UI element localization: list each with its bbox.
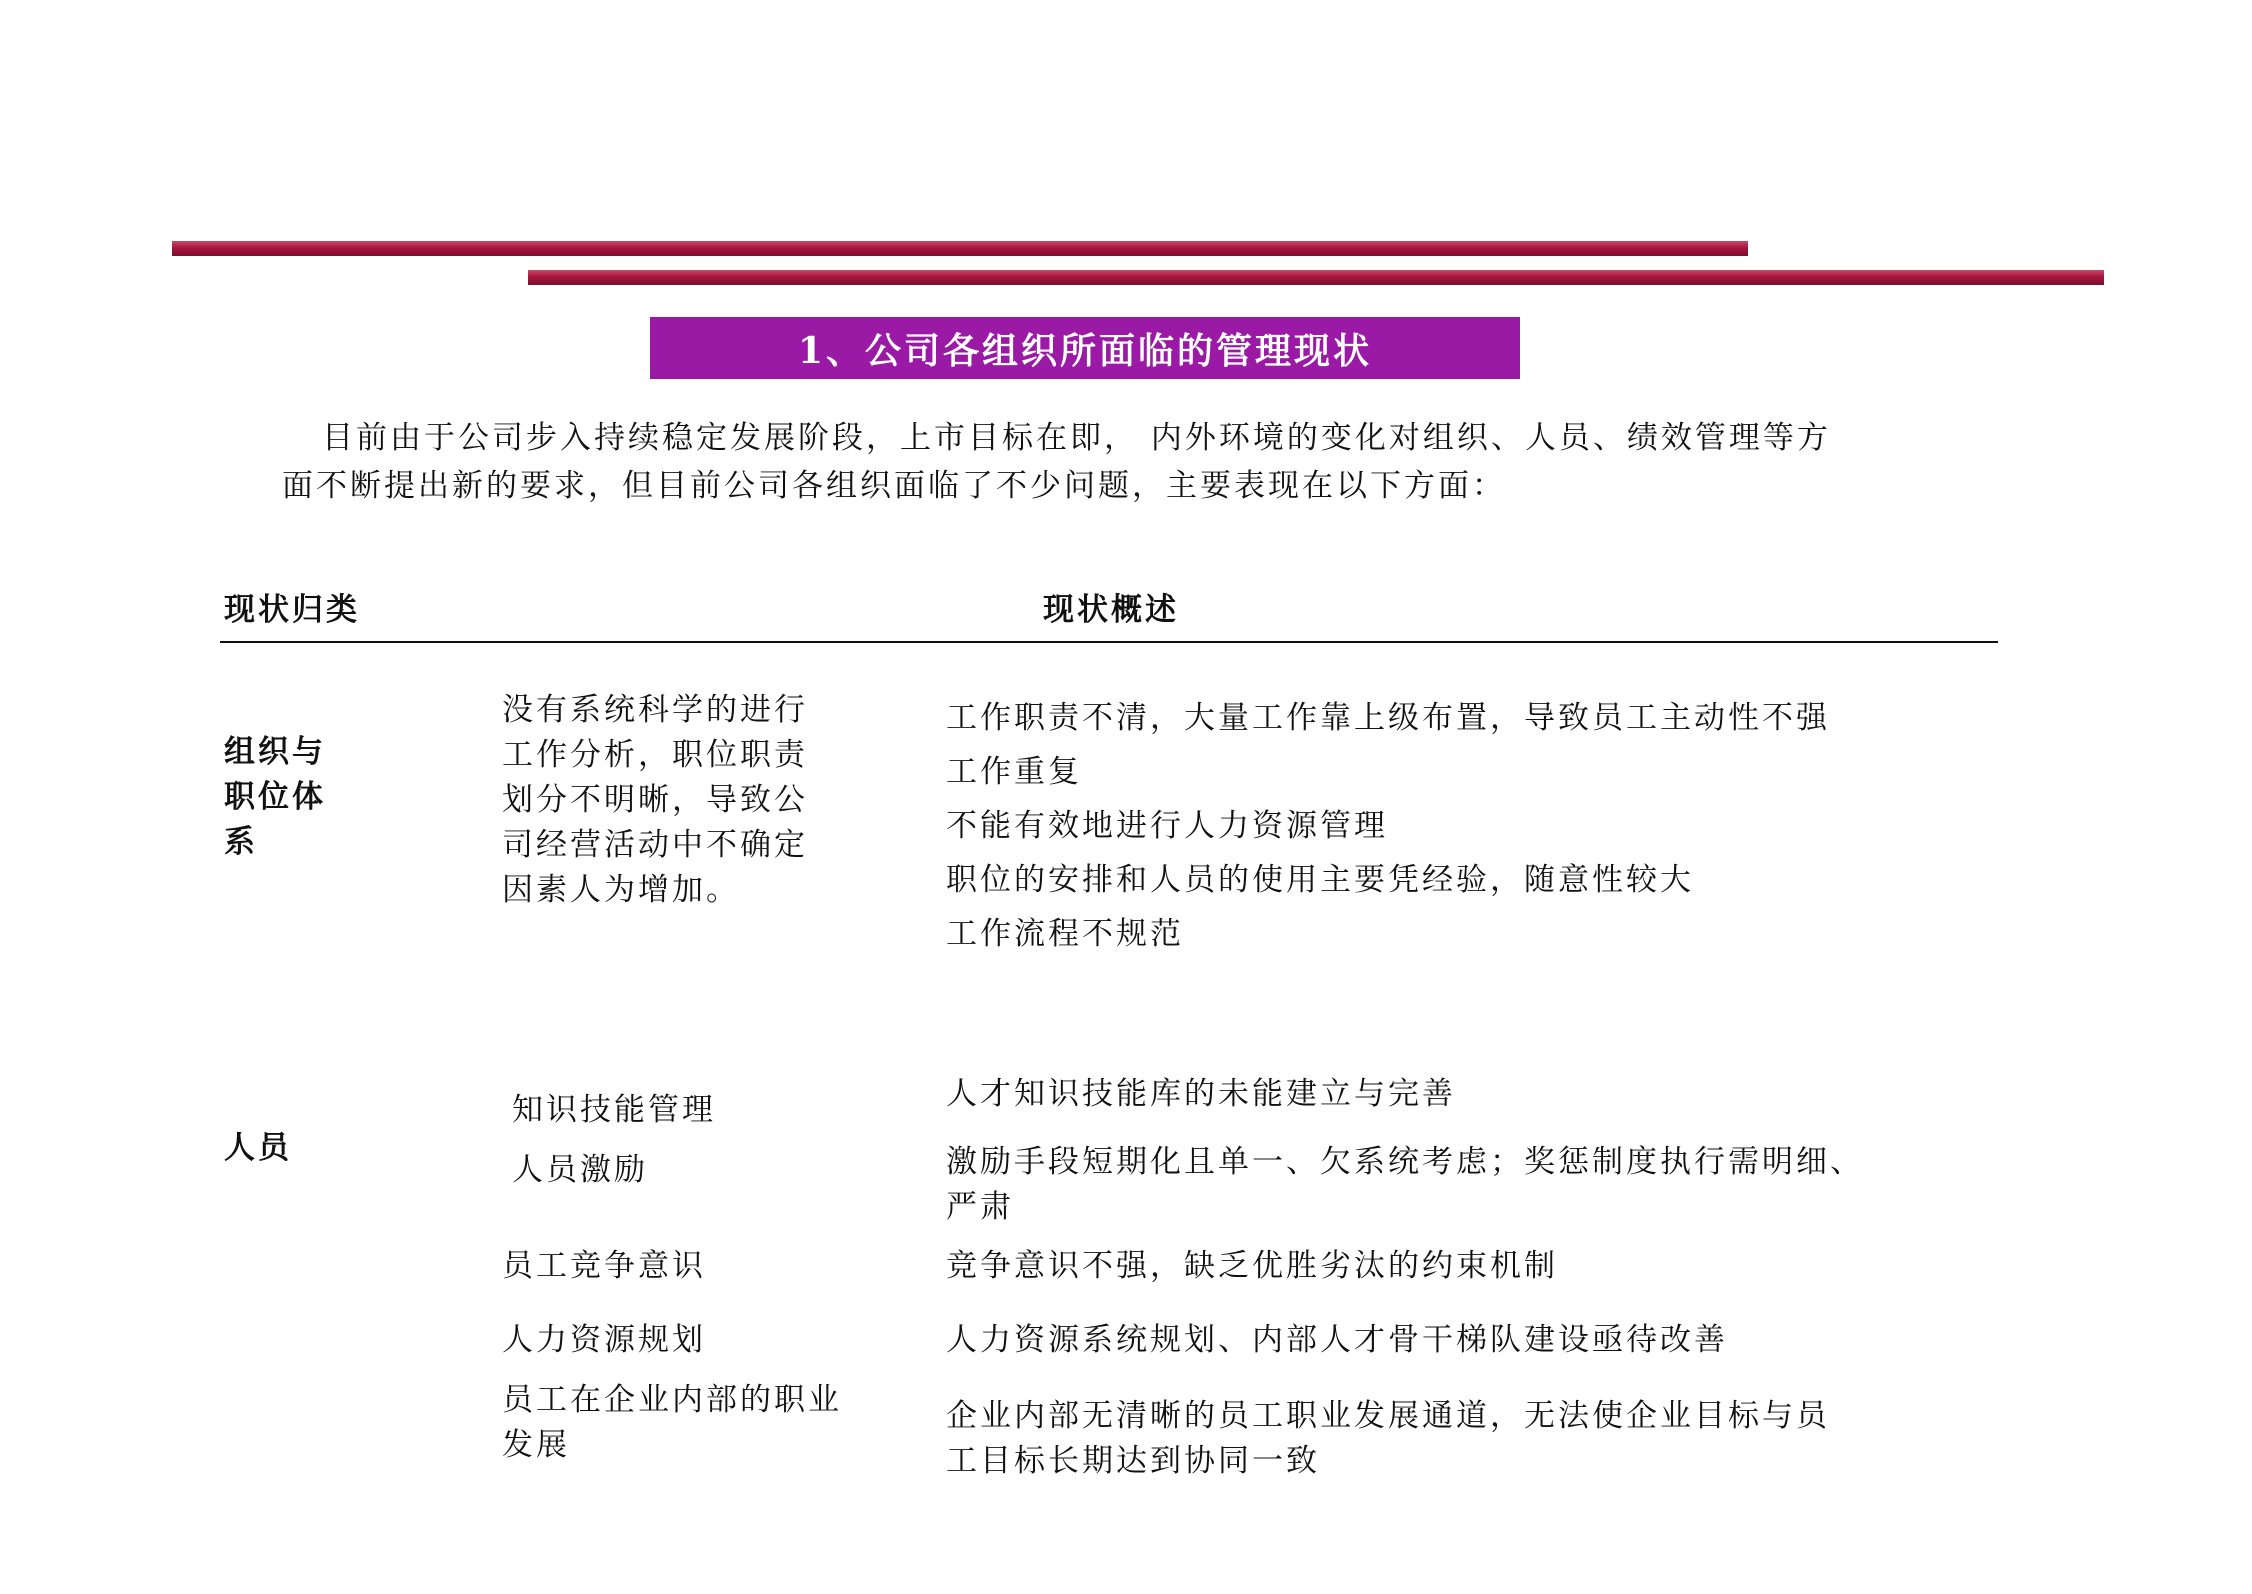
org-summary xyxy=(502,688,808,913)
category-org-position xyxy=(224,730,326,865)
decorative-bar-bottom xyxy=(528,270,2104,285)
topic-line: 人力资源规划 xyxy=(502,1322,706,1358)
org-detail-3: 不能有效地进行人力资源管理 xyxy=(946,808,1388,844)
desc-line: 竞争意识不强，缺乏优胜劣汰的约束机制 xyxy=(946,1248,1558,1284)
people-topic-hr-planning xyxy=(502,1318,706,1363)
intro-line-2: 面不断提出新的要求，但目前公司各组织面临了不少问题，主要表现在以下方面： xyxy=(282,468,1506,504)
topic-line: 发展 xyxy=(502,1427,570,1463)
desc-line: 激励手段短期化且单一、欠系统考虑；奖惩制度执行需明细、 xyxy=(946,1144,1864,1180)
header-description: 现状概述 xyxy=(1043,592,1179,628)
category-line: 组织与 xyxy=(224,734,326,770)
topic-line: 员工在企业内部的职业 xyxy=(502,1382,842,1418)
people-desc-career xyxy=(946,1394,1830,1484)
summary-line: 划分不明晰，导致公 xyxy=(502,782,808,818)
decorative-bar-top xyxy=(172,241,1748,256)
topic-line: 员工竞争意识 xyxy=(502,1248,706,1284)
section-title xyxy=(650,317,1520,379)
topic-line: 知识技能管理 xyxy=(512,1092,716,1128)
summary-line: 因素人为增加。 xyxy=(502,872,740,908)
people-topic-incentive xyxy=(512,1148,648,1193)
category-people: 人员 xyxy=(224,1130,292,1166)
desc-line: 企业内部无清晰的员工职业发展通道，无法使企业目标与员 xyxy=(946,1398,1830,1434)
header-category: 现状归类 xyxy=(224,592,360,628)
org-detail-1: 工作职责不清，大量工作靠上级布置，导致员工主动性不强 xyxy=(946,700,1830,736)
desc-line: 严肃 xyxy=(946,1189,1014,1225)
people-desc-hr-planning xyxy=(946,1318,1728,1363)
intro-paragraph xyxy=(282,414,2042,510)
desc-line: 人才知识技能库的未能建立与完善 xyxy=(946,1076,1456,1112)
people-desc-incentive xyxy=(946,1140,1864,1230)
org-detail-2: 工作重复 xyxy=(946,754,1082,790)
category-line: 系 xyxy=(224,824,258,860)
people-topic-competition xyxy=(502,1244,706,1289)
category-line: 职位体 xyxy=(224,779,326,815)
topic-line: 人员激励 xyxy=(512,1152,648,1188)
people-desc-competition xyxy=(946,1244,1558,1289)
people-topic-knowledge xyxy=(512,1088,716,1133)
intro-line-1: 目前由于公司步入持续稳定发展阶段，上市目标在即， 内外环境的变化对组织、人员、绩效管理等方 xyxy=(322,420,1831,456)
desc-line: 人力资源系统规划、内部人才骨干梯队建设亟待改善 xyxy=(946,1322,1728,1358)
desc-line: 工目标长期达到协同一致 xyxy=(946,1443,1320,1479)
org-detail-4: 职位的安排和人员的使用主要凭经验，随意性较大 xyxy=(946,862,1694,898)
summary-line: 工作分析，职位职责 xyxy=(502,737,808,773)
people-desc-knowledge xyxy=(946,1072,1456,1117)
header-rule xyxy=(220,641,1998,643)
people-topic-career xyxy=(502,1378,842,1468)
summary-line: 没有系统科学的进行 xyxy=(502,692,808,728)
summary-line: 司经营活动中不确定 xyxy=(502,827,808,863)
section-title-text: 1、公司各组织所面临的管理现状 xyxy=(797,329,1373,372)
org-detail-5: 工作流程不规范 xyxy=(946,916,1184,952)
